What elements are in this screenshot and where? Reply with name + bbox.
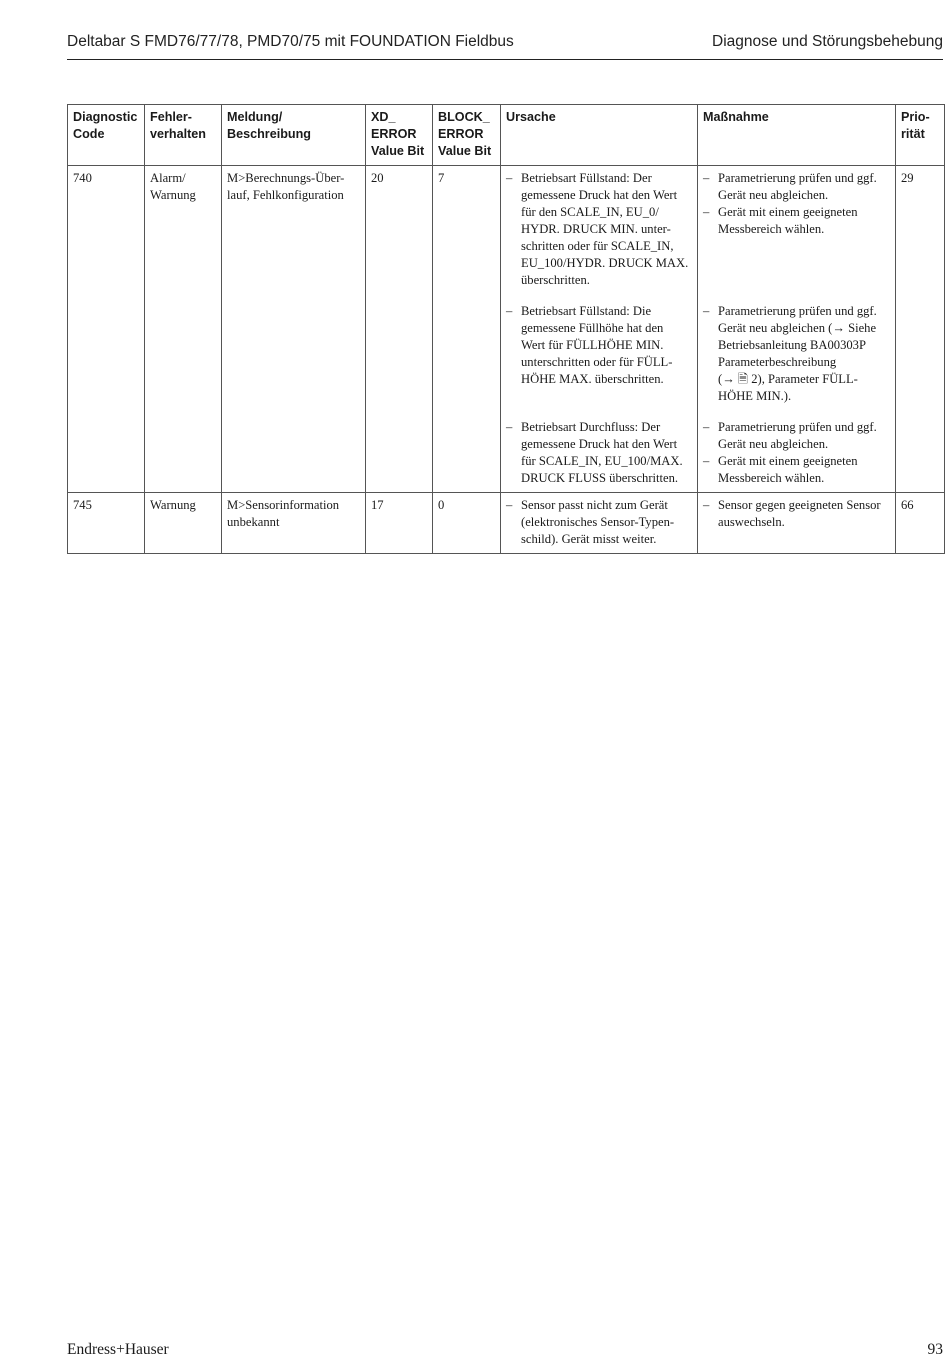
text-line: Gerät neu abgleichen.	[718, 437, 829, 451]
header-line: rität	[901, 127, 925, 141]
cell-cause	[501, 493, 698, 554]
page-number: 93	[927, 1341, 943, 1358]
header-line: ERROR	[371, 127, 417, 141]
text-line: schritten oder für SCALE_IN,	[521, 239, 674, 253]
footer-brand: Endress+Hauser	[67, 1341, 169, 1358]
diagnostic-table	[67, 104, 945, 554]
cell-behavior	[145, 493, 222, 554]
page-footer	[67, 1341, 943, 1363]
text-line: HÖHE MAX. überschritten.	[521, 372, 664, 386]
table-row	[68, 493, 945, 554]
text-line: – Betriebsart Füllstand: Der	[521, 171, 652, 185]
action-bullet	[703, 419, 890, 453]
text-line: gemessene Druck hat den Wert	[521, 188, 678, 202]
cell-xd-error: 17	[366, 493, 433, 554]
header-line: ERROR	[438, 127, 484, 141]
text-line: – Sensor passt nicht zum Gerät	[521, 498, 668, 512]
header-rule	[67, 59, 943, 60]
text-line: DRUCK FLUSS überschritten.	[521, 471, 679, 485]
header-line: Code	[73, 127, 105, 141]
cause-bullet	[506, 419, 692, 487]
cell-code: 745	[68, 493, 145, 554]
cell-message	[222, 493, 366, 554]
action-bullet	[703, 453, 890, 487]
page-header	[67, 33, 943, 53]
text-line: (→ 🗎 2), Parameter FÜLL-	[718, 372, 858, 386]
text-line: Wert für FÜLLHÖHE MIN.	[521, 338, 664, 352]
cell-action	[698, 411, 896, 493]
cell-action	[698, 166, 896, 296]
header-line: Beschreibung	[227, 127, 311, 141]
text-line: Messbereich wählen.	[718, 471, 825, 485]
header-line: Value Bit	[371, 144, 425, 158]
cell-priority: 29	[896, 166, 945, 493]
text-line: HYDR. DRUCK MIN. unter-	[521, 222, 671, 236]
text-line: überschritten.	[521, 273, 590, 287]
cell-code: 740	[68, 166, 145, 493]
text-line: – Parametrierung prüfen und ggf.	[718, 304, 877, 318]
table-row	[68, 166, 945, 296]
header-xd-error	[366, 105, 433, 166]
text-line: Warnung	[150, 188, 196, 202]
text-line: unbekannt	[227, 515, 280, 529]
text-line: (elektronisches Sensor-Typen-	[521, 515, 675, 529]
text-line: Warnung	[150, 498, 196, 512]
cell-behavior	[145, 166, 222, 493]
cell-action	[698, 295, 896, 411]
header-meldung	[222, 105, 366, 166]
action-bullet	[703, 204, 890, 238]
action-bullet	[703, 497, 890, 531]
cause-bullet	[506, 303, 692, 388]
text-line: – Parametrierung prüfen und ggf.	[718, 420, 877, 434]
cell-message	[222, 166, 366, 493]
text-line: unterschritten oder für FÜLL-	[521, 355, 673, 369]
header-ursache	[501, 105, 698, 166]
cell-priority: 66	[896, 493, 945, 554]
cell-xd-error: 20	[366, 166, 433, 493]
cause-bullet	[506, 497, 692, 548]
header-line: Diagnostic	[73, 110, 138, 124]
action-bullet	[703, 170, 890, 204]
text-line: – Gerät mit einem geeigneten	[718, 205, 858, 219]
text-line: Messbereich wählen.	[718, 222, 825, 236]
cause-bullet	[506, 170, 692, 289]
text-line: M>Sensorinformation	[227, 498, 340, 512]
text-line: lauf, Fehlkonfiguration	[227, 188, 344, 202]
header-line: XD_	[371, 110, 396, 124]
header-line: Maßnahme	[703, 110, 769, 124]
header-fehlerverhalten	[145, 105, 222, 166]
header-line: Meldung/	[227, 110, 283, 124]
text-line: – Parametrierung prüfen und ggf.	[718, 171, 877, 185]
section-title: Diagnose und Störungsbehebung	[712, 33, 943, 50]
text-line: gemessene Füllhöhe hat den	[521, 321, 664, 335]
text-line: – Betriebsart Durchfluss: Der	[521, 420, 661, 434]
text-line: Betriebsanleitung BA00303P	[718, 338, 866, 352]
cell-block-error: 7	[433, 166, 501, 493]
text-line: auswechseln.	[718, 515, 785, 529]
header-line: Ursache	[506, 110, 556, 124]
text-line: Gerät neu abgleichen.	[718, 188, 829, 202]
text-line: – Gerät mit einem geeigneten	[718, 454, 858, 468]
header-line: Prio-	[901, 110, 930, 124]
cell-cause	[501, 411, 698, 493]
header-line: verhalten	[150, 127, 206, 141]
text-line: M>Berechnungs-Über-	[227, 171, 345, 185]
header-prioritaet	[896, 105, 945, 166]
text-line: – Betriebsart Füllstand: Die	[521, 304, 652, 318]
text-line: – Sensor gegen geeigneten Sensor	[718, 498, 881, 512]
text-line: Alarm/	[150, 171, 186, 185]
action-bullet	[703, 303, 890, 405]
text-line: für den SCALE_IN, EU_0/	[521, 205, 659, 219]
table-header-row	[68, 105, 945, 166]
text-line: HÖHE MIN.).	[718, 389, 792, 403]
header-block-error	[433, 105, 501, 166]
header-diagnostic-code	[68, 105, 145, 166]
text-line: für SCALE_IN, EU_100/MAX.	[521, 454, 683, 468]
cell-action	[698, 493, 896, 554]
table-body	[68, 166, 945, 554]
document-title: Deltabar S FMD76/77/78, PMD70/75 mit FOUNDATION Fieldbus	[67, 33, 514, 50]
text-line: gemessene Druck hat den Wert	[521, 437, 678, 451]
cell-cause	[501, 166, 698, 296]
header-massnahme	[698, 105, 896, 166]
text-line: Parameterbeschreibung	[718, 355, 837, 369]
header-line: BLOCK_	[438, 110, 490, 124]
header-line: Value Bit	[438, 144, 492, 158]
cell-block-error: 0	[433, 493, 501, 554]
cell-cause	[501, 295, 698, 411]
text-line: Gerät neu abgleichen (→ Siehe	[718, 321, 877, 335]
text-line: schild). Gerät misst weiter.	[521, 532, 657, 546]
text-line: EU_100/HYDR. DRUCK MAX.	[521, 256, 689, 270]
header-line: Fehler-	[150, 110, 192, 124]
